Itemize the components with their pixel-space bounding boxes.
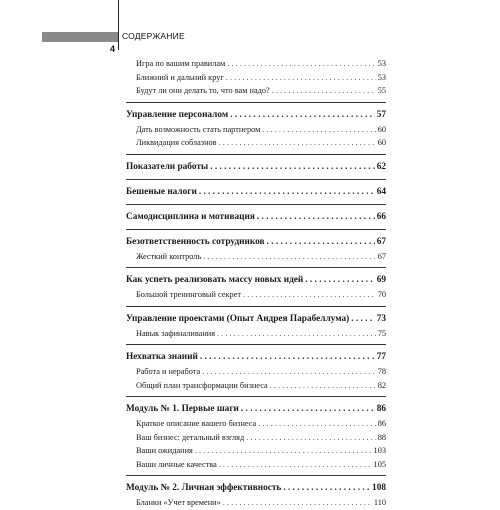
toc-subentry	[126, 444, 386, 458]
toc-entry-title: Ваш бизнес: детальный взгляд	[136, 432, 245, 442]
toc-separator	[126, 229, 386, 230]
toc-entry-page: 73	[376, 313, 386, 324]
toc-entry-page: 53	[377, 72, 386, 82]
toc-dot-leader	[351, 312, 374, 327]
toc-subentry	[126, 123, 386, 137]
toc-dot-leader	[219, 458, 372, 472]
toc-dot-leader	[230, 108, 375, 123]
toc-dot-leader	[217, 327, 376, 341]
toc-entry-title: Ликвидация соблазнов	[136, 138, 217, 147]
toc-entry-title: Как успеть реализовать массу новых идей	[126, 275, 304, 285]
toc-chapter-entry	[126, 235, 386, 250]
toc-entry-title: Модуль № 2. Личная эффективность	[126, 483, 282, 493]
toc-entry-page: 70	[377, 290, 386, 299]
toc-entry-title: Будут ли они делать то, что вам надо?	[136, 86, 270, 95]
toc-dot-leader	[305, 273, 374, 288]
toc-separator	[126, 154, 386, 155]
toc-entry-title: Управление проектами (Опыт Андрея Парабеллума)	[126, 313, 350, 324]
toc-entry-page: 64	[376, 186, 386, 197]
toc-dot-leader	[210, 160, 375, 175]
page-number: 4	[110, 44, 116, 54]
toc-entry-page: 60	[377, 138, 386, 147]
toc-separator	[126, 475, 386, 476]
toc-dot-leader	[203, 250, 375, 264]
toc-subentry	[126, 379, 386, 393]
header-vertical-rule	[118, 0, 119, 50]
toc-entry-page: 110	[373, 498, 386, 507]
toc-dot-leader	[272, 84, 376, 98]
toc-entry-title: Самодисциплина и мотивация	[126, 211, 255, 222]
toc-entry-title: Работа и неработа	[136, 367, 201, 376]
toc-entry-page: 55	[377, 86, 386, 95]
toc-subentry	[126, 136, 386, 150]
toc-entry-page: 88	[377, 432, 386, 442]
toc-chapter-entry	[126, 210, 386, 225]
toc-subentry	[126, 84, 386, 98]
toc-dot-leader	[227, 57, 375, 71]
toc-entry-title: Общий план трансформации бизнеса	[136, 380, 268, 390]
toc-dot-leader	[262, 123, 375, 137]
toc-separator	[126, 102, 386, 103]
toc-subentry	[126, 71, 386, 85]
toc-dot-leader	[226, 71, 376, 85]
toc-entry-page: 78	[377, 367, 386, 376]
toc-entry-title: Нехватка знаний	[126, 352, 198, 362]
toc-entry-title: Жесткий контроль	[136, 251, 202, 261]
toc-entry-title: Ближний и дальний круг	[136, 72, 224, 82]
toc-dot-leader	[267, 235, 375, 250]
toc-subentry	[126, 57, 386, 71]
toc-dot-leader	[243, 288, 376, 302]
toc-entry-page: 103	[373, 446, 386, 455]
toc-dot-leader	[283, 481, 370, 496]
toc-entry-page: 75	[377, 328, 386, 338]
toc-entry-title: Бланки «Учет времени»	[136, 498, 221, 507]
toc-entry-page: 60	[377, 124, 386, 134]
toc-subentry	[126, 458, 386, 472]
toc-dot-leader	[257, 210, 375, 225]
toc-entry-page: 86	[376, 404, 386, 414]
toc-subentry	[126, 327, 386, 341]
toc-entry-title: Модуль № 1. Первые шаги	[126, 404, 239, 414]
toc-chapter-entry	[126, 481, 386, 496]
toc-subentry	[126, 365, 386, 379]
toc-entry-title: Управление персоналом	[126, 109, 229, 120]
toc-dot-leader	[270, 379, 376, 393]
toc-chapter-entry	[126, 108, 386, 123]
toc-subentry	[126, 288, 386, 302]
toc-entry-title: Показатели работы	[126, 161, 209, 172]
toc-dot-leader	[246, 431, 375, 445]
toc-chapter-entry	[126, 160, 386, 175]
toc-entry-page: 53	[377, 59, 386, 68]
toc-dot-leader	[241, 402, 375, 417]
toc-entry-title: Ваши ожидания	[136, 446, 193, 455]
toc-chapter-entry	[126, 350, 386, 365]
toc-subentry	[126, 431, 386, 445]
toc-dot-leader	[202, 365, 376, 379]
toc-entry-page: 57	[376, 109, 386, 120]
toc-entry-title: Дать возможность стать партнером	[136, 124, 261, 134]
toc-entry-page: 108	[372, 483, 386, 493]
toc-entry-title: Большой тренинговый секрет	[136, 290, 241, 299]
toc-entry-page: 69	[376, 275, 386, 285]
toc-entry-page: 86	[377, 419, 386, 428]
toc-subentry	[126, 496, 386, 510]
toc-dot-leader	[200, 350, 375, 365]
table-of-contents	[126, 57, 386, 510]
toc-entry-title: Краткое описание вашего бизнеса	[136, 419, 257, 428]
toc-separator	[126, 344, 386, 345]
toc-entry-page: 82	[377, 380, 386, 390]
toc-entry-page: 67	[376, 236, 386, 247]
toc-chapter-entry	[126, 312, 386, 327]
toc-entry-page: 66	[376, 211, 386, 222]
toc-separator	[126, 204, 386, 205]
toc-entry-title: Игра по вашим правилам	[136, 59, 226, 68]
toc-entry-page: 77	[376, 352, 386, 362]
toc-entry-title: Ваши личные качества	[136, 459, 217, 469]
toc-dot-leader	[219, 136, 376, 150]
toc-separator	[126, 179, 386, 180]
toc-entry-title: Безответственность сотрудников	[126, 236, 265, 247]
toc-separator	[126, 396, 386, 397]
toc-entry-page: 105	[373, 459, 386, 469]
toc-dot-leader	[223, 496, 372, 510]
toc-entry-title: Навык зафиналивания	[136, 328, 216, 338]
toc-separator	[126, 267, 386, 268]
toc-dot-leader	[195, 444, 372, 458]
header-gray-bar	[42, 32, 118, 42]
toc-chapter-entry	[126, 402, 386, 417]
toc-dot-leader	[258, 417, 375, 431]
toc-chapter-entry	[126, 185, 386, 200]
toc-subentry	[126, 417, 386, 431]
toc-entry-title: Бешеные налоги	[126, 186, 197, 197]
toc-chapter-entry	[126, 273, 386, 288]
toc-separator	[126, 306, 386, 307]
toc-dot-leader	[199, 185, 375, 200]
toc-subentry	[126, 250, 386, 264]
toc-entry-page: 62	[376, 161, 386, 172]
toc-entry-page: 67	[377, 251, 386, 261]
section-label: СОДЕРЖАНИЕ	[122, 31, 185, 41]
